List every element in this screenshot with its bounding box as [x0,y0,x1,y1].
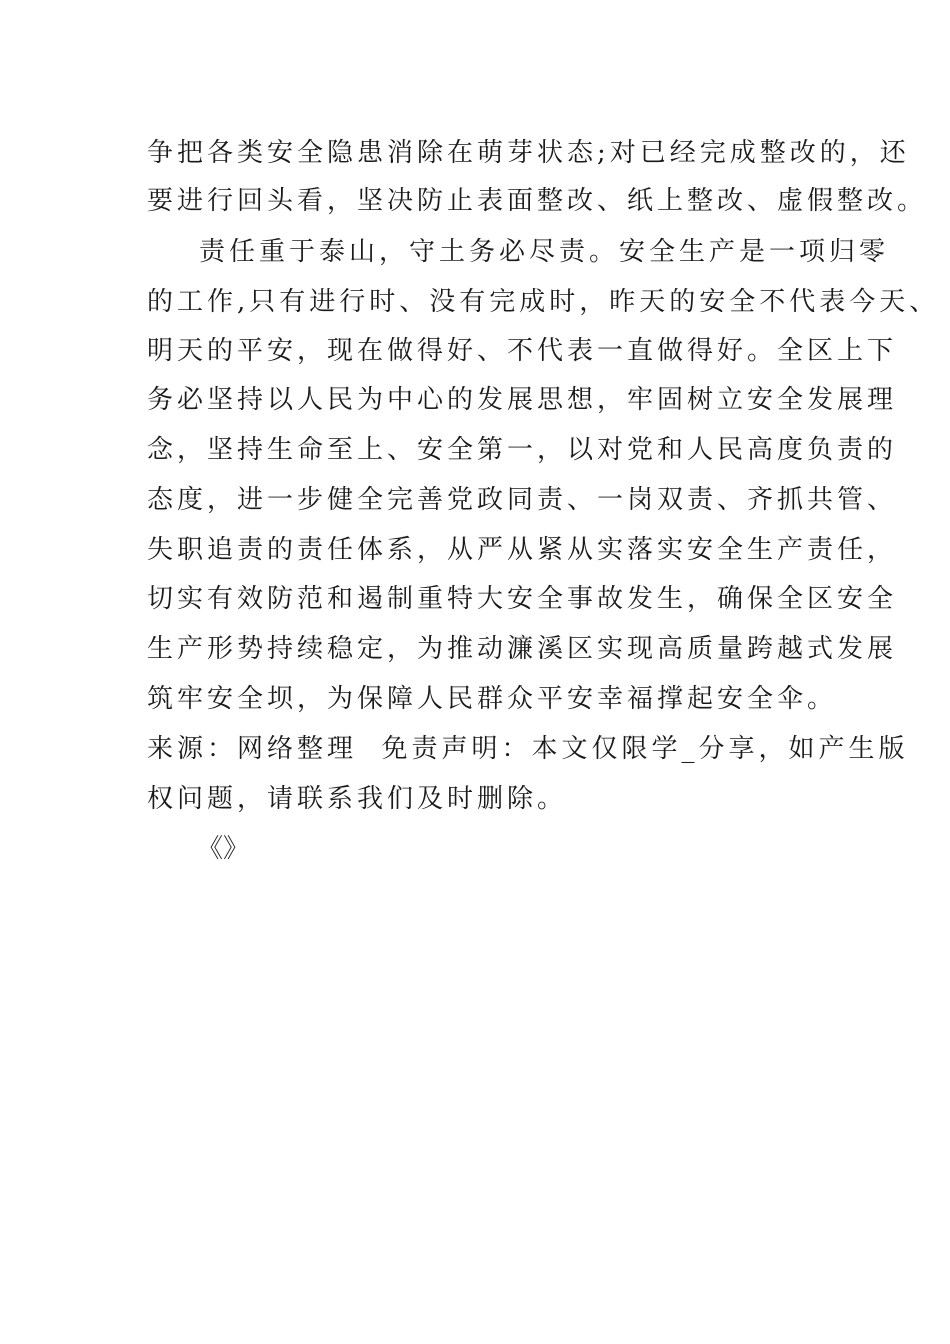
paragraph-2-line-4: 务必坚持以人民为中心的发展思想，牢固树立安全发展理 [147,385,898,415]
paragraph-1-line-1: 争把各类安全隐患消除在萌芽状态;对已经完成整改的，还 [147,138,910,168]
paragraph-2-line-7: 失职追责的责任体系，从严从紧从实落实安全生产责任， [147,535,898,565]
paragraph-2-line-6: 态度，进一步健全完善党政同责、一岗双责、齐抓共管、 [147,485,898,515]
source-note-line-2: 权问题，请联系我们及时删除。 [147,784,568,814]
paragraph-2-line-1: 责任重于泰山，守土务必尽责。安全生产是一项归零 [199,237,890,267]
source-note-line-1: 来源：网络整理 免责声明：本文仅限学_分享，如产生版 [147,734,909,764]
paragraph-2-line-3: 明天的平安，现在做得好、不代表一直做得好。全区上下 [147,336,898,366]
paragraph-2-line-9: 生产形势持续稳定，为推动濂溪区实现高质量跨越式发展 [147,634,898,664]
paragraph-2-line-5: 念，坚持生命至上、安全第一，以对党和人民高度负责的 [147,435,898,465]
angle-quote-marks: 《》 [197,834,250,864]
paragraph-1-line-2: 要进行回头看，坚决防止表面整改、纸上整改、虚假整改。 [147,186,928,216]
paragraph-2-line-10: 筑牢安全坝，为保障人民群众平安幸福撑起安全伞。 [147,684,838,714]
paragraph-2-line-8: 切实有效防范和遏制重特大安全事故发生，确保全区安全 [147,584,898,614]
paragraph-2-line-2: 的工作,只有进行时、没有完成时，昨天的安全不代表今天、 [147,287,940,317]
